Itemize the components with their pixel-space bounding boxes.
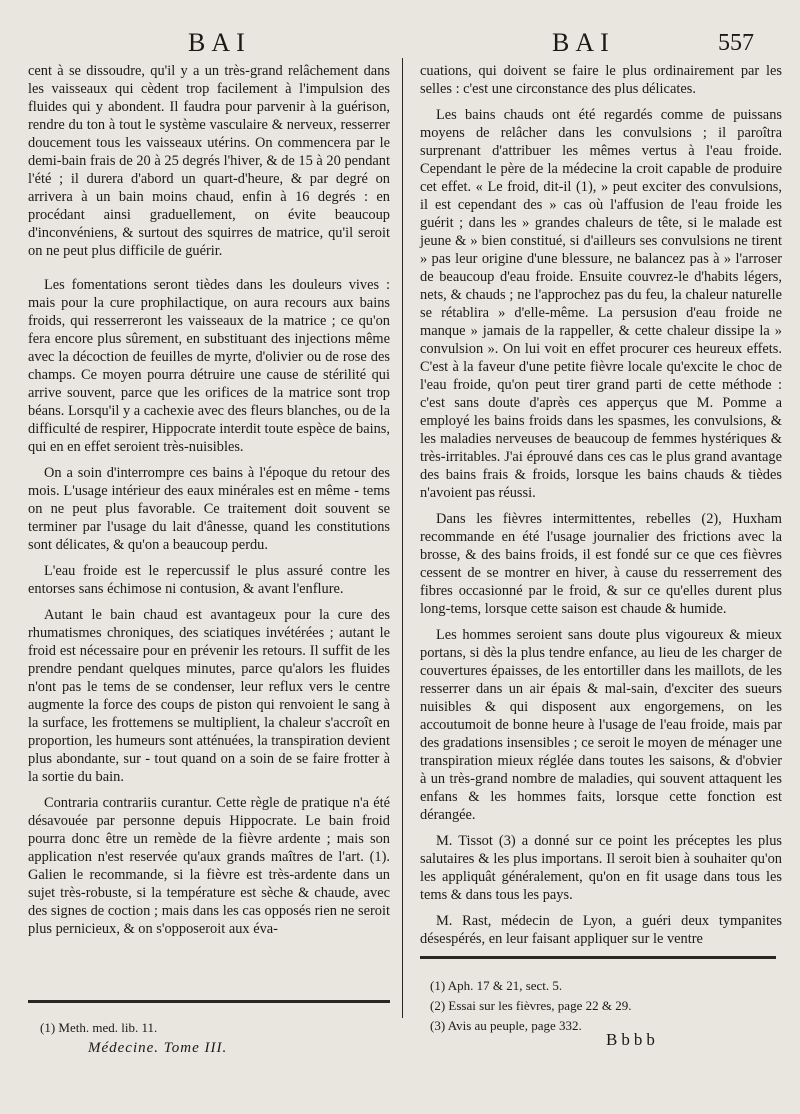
- paragraph: Les fomentations seront tièdes dans les douleurs vives : mais pour la cure prophilactique, on aura recours aux bains froids, qui resserreront les vaisseaux de la matrice ; ce qu'on fera encore plus sûrement, en substituant des injections même avec la décoction de feuilles de myrte, d'olivier ou de rose des champs. Ce moyen pourra détruire une cause de stérilité qui arrive souvent, parce que les orifices de la matrice sont trop béans. Lorsqu'il y a cachexie avec des fleurs blanches, ou de la difficulté de respirer, Hippocrate interdit toute espèce de bains, qui en en effet seroient très-nuisibles.: [28, 277, 390, 455]
- right-column: [420, 62, 782, 956]
- footnote: (1) Aph. 17 & 21, sect. 5.: [430, 978, 563, 993]
- paragraph: cuations, qui doivent se faire le plus ordinairement par les selles : c'est une circonstance des plus délicates.: [420, 63, 782, 97]
- page-number: 557: [718, 30, 754, 56]
- footnote-rule: [28, 1000, 390, 1003]
- paragraph: On a soin d'interrompre ces bains à l'époque du retour des mois. L'usage intérieur des eaux minérales est en même - tems on ne peut plus favorable. Ce traitement doit souvent se terminer par l'usage du lait d'ânesse, quand les constitutions sont délicates, & qu'on a beaucoup perdu.: [28, 465, 390, 553]
- paragraph: M. Tissot (3) a donné sur ce point les préceptes les plus salutaires & les plus importans. Il seroit bien à souhaiter qu'on les appliquât généralement, qu'on en fit usage dans tous les tems & dans tous les pays.: [420, 833, 782, 903]
- signature-mark: Bbbb: [606, 1030, 659, 1049]
- footnote-rule: [420, 956, 776, 959]
- paragraph: Dans les fièvres intermittentes, rebelles (2), Huxham recommande en été l'usage journalier des frictions avec la brosse, & des bains froids, il est fondé sur ce que ces fièvres cessent de se montrer en hiver, à cause du resserrement des fibres occasionné par le froid, & sur ce qu'elles durent plus long-tems, lorsque cette saison est chaude & humide.: [420, 511, 782, 617]
- footnotes-left: [40, 1018, 157, 1038]
- paragraph: Les bains chauds ont été regardés comme de puissans moyens de relâcher dans les convulsions ; il paroîtra surprenant d'attribuer les mêmes vertus à l'eau froide. Cependant le père de la médecine la croit capable de produire cet effet. « Le froid, dit-il (1), » peut exciter des convulsions, il est cependant des » cas où l'affusion de l'eau froide les guérit ; dans les » grandes chaleurs de tête, si le malade est jeune & » bien constitué, si d'ailleurs ses convulsions ne tirent » pas leur origine d'une blessure, ne balancez pas à » l'arroser de beaucoup d'eau froide. Ensuite couvrez-le d'habits légers, nets, & chauds ; ne l'approchez pas du feu, la chaleur naturelle se rétablira » d'elle-même. La persusion d'eau froide ne manque » jamais de la rappeller, & cette chaleur dissipe la » convulsion ». On lui voit en effet procurer ces heureux effets. C'est à la faveur d'une petite fièvre locale qu'excite le choc de l'eau froide, qu'on peut tirer grand parti de cette méthode : c'est sans doute d'après ces apperçus que M. Pomme a employé les bains froids dans les spasmes, les convulsions, & les maladies nerveuses de beaucoup de femmes hystériques & très-irritables. J'ai éprouvé dans ces cas le plus grand avantage des bains frais & froids, lorsque les bains chauds & tièdes n'avoient pas réussi.: [420, 107, 782, 501]
- footnote: (3) Avis au peuple, page 332.: [430, 1018, 582, 1033]
- paragraph: M. Rast, médecin de Lyon, a guéri deux tympanites désespérés, en leur faisant appliquer sur le ventre: [420, 913, 782, 947]
- running-head-left: BAI: [188, 28, 251, 57]
- paragraph: L'eau froide est le repercussif le plus assuré contre les entorses sans échimose ni contusion, & avant l'enflure.: [28, 563, 390, 597]
- footnote: (2) Essai sur les fièvres, page 22 & 29.: [430, 998, 632, 1013]
- footnotes-right: [430, 976, 631, 1036]
- paragraph: Contraria contrariis curantur. Cette règle de pratique n'a été désavouée par personne depuis Hippocrate. Le bain froid pourra donc être un remède de la fièvre ardente ; mais son application n'est reservée qu'aux grands maîtres de l'art. (1). Galien le recommande, si la fièvre est très-ardente dans un sujet très-robuste, si la température est sèche & chaude, avec des signes de coction ; mais dans les cas opposés rien ne seroit plus pernicieux, & on s'opposeroit aux éva-: [28, 795, 390, 937]
- paragraph: Autant le bain chaud est avantageux pour la cure des rhumatismes chroniques, des sciatiques invétérées ; autant le froid est nécessaire pour en prévenir les retours. Il suffit de les prendre pendant quelques minutes, parce qu'alors les fluides n'ont pas le tems de se condenser, leur reflux vers le centre augmente la force des coups de piston qui renvoient le sang à la surface, les frottemens se multiplient, la chaleur s'accroît en proportion, les humeurs sont atténuées, la transpiration devient plus abondante, sur - tout quand on a soin de se faire frotter à la sortie du bain.: [28, 607, 390, 785]
- left-column: [28, 62, 390, 946]
- footnote: (1) Meth. med. lib. 11.: [40, 1020, 158, 1035]
- column-divider: [402, 58, 403, 1018]
- paragraph: Les hommes seroient sans doute plus vigoureux & mieux portans, si dès la plus tendre enfance, au lieu de les charger de couvertures épaisses, de les entortiller dans les maillots, de les resserrer dans un air épais & mal-sain, d'exciter des sueurs nuisibles & qui disposent aux engorgemens, on les accoutumoit de bonne heure à l'usage de l'eau froide, mais par des gradations insensibles ; ce seroit le moyen de ménager une transpiration mieux réglée dans toutes les saisons, & d'obvier à un très-grand nombre de maladies, qui souvent attaquent les enfans & les hommes faits, lorsque cette fonction est dérangée.: [420, 627, 782, 823]
- volume-label: Médecine. Tome III.: [88, 1040, 228, 1056]
- paragraph: cent à se dissoudre, qu'il y a un très-grand relâchement dans les vaisseaux qui cèdent trop facilement à l'impulsion des fluides qui y abondent. Il faudra pour parvenir à la guérison, rendre du ton à tout le système vasculaire & nerveux, resserrer doucement tous les vaisseaux utérins. On commencera par le demi-bain frais de 20 à 25 degrés l'hiver, & de 15 à 20 pendant l'été ; il durera d'abord un quart-d'heure, & par degré on arrivera à un bain moins chaud, enfin à 16 degrés : en procédant ainsi graduellement, on évite beaucoup d'inconvéniens, & surtout des squirres de matrice, qu'il seroit on ne peut plus difficile de guérir.: [28, 63, 390, 259]
- running-head-right: BAI: [552, 28, 615, 57]
